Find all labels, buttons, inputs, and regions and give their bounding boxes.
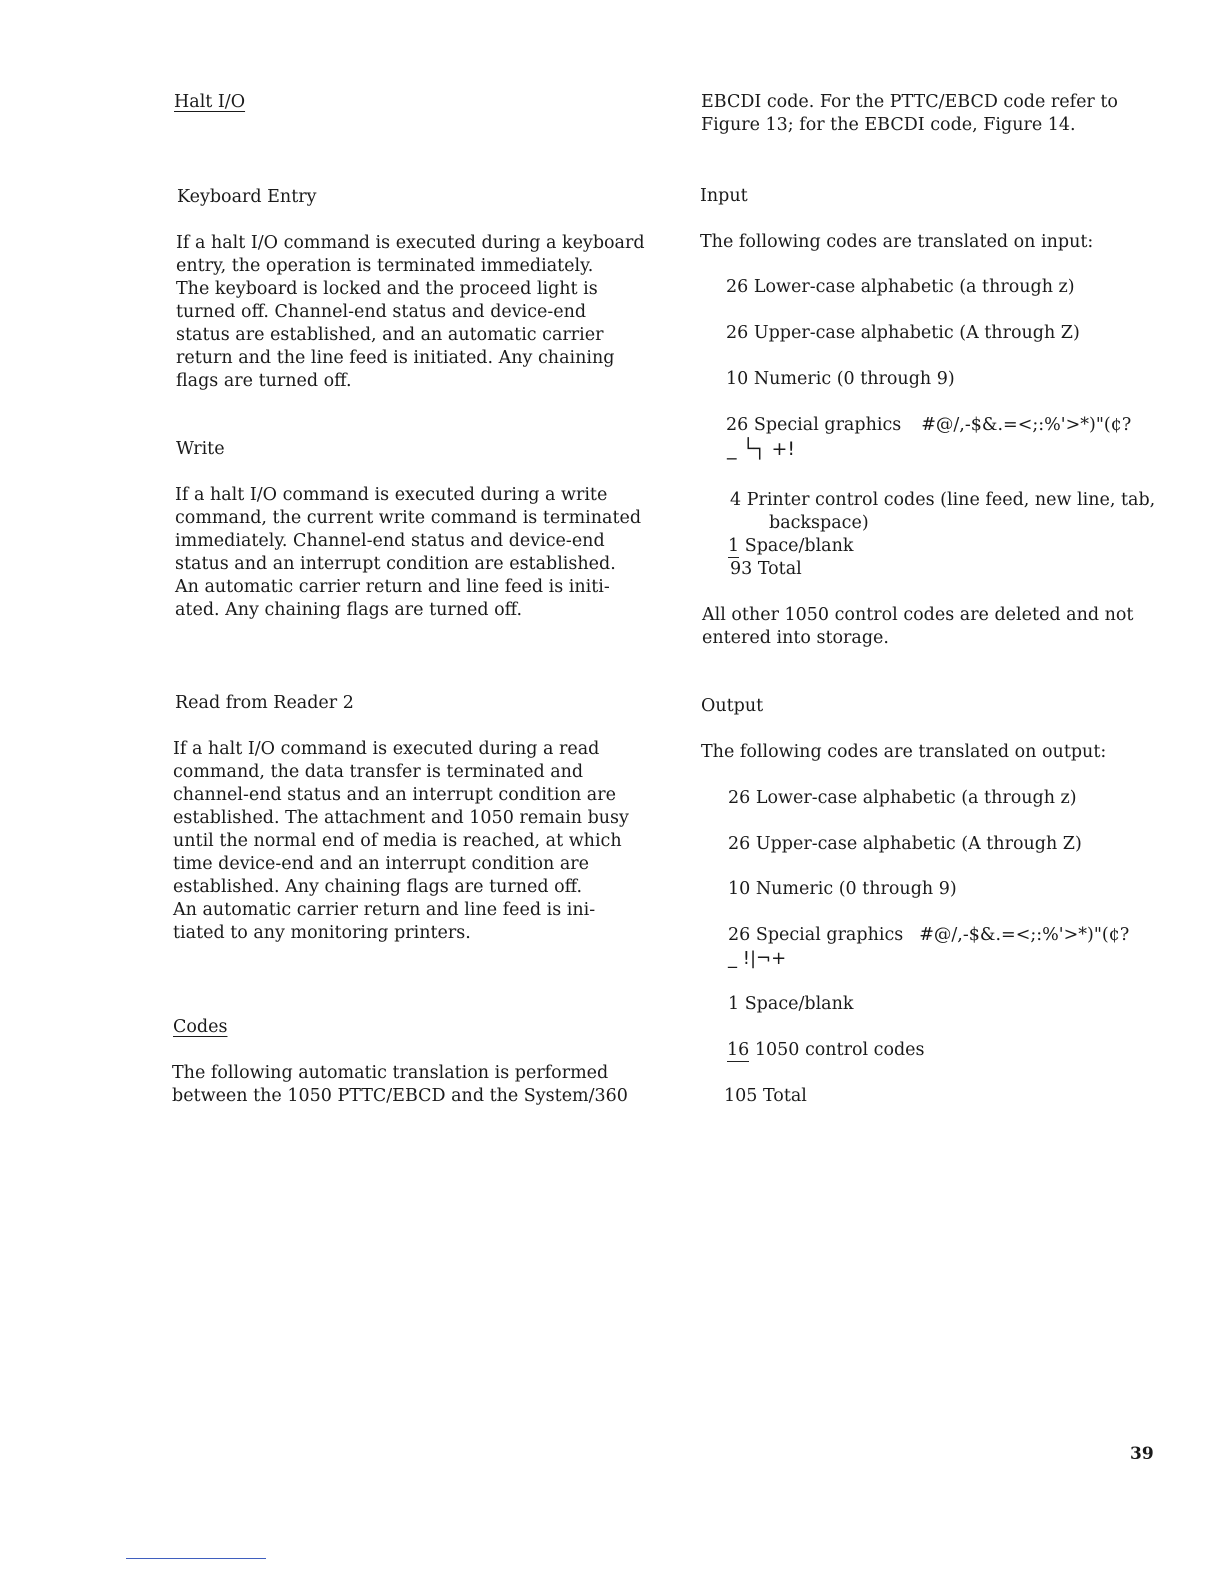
output-heading: Output xyxy=(701,696,764,716)
page-number: 39 xyxy=(1130,1444,1154,1464)
output-control-item: 16 1050 control codes xyxy=(727,1040,925,1060)
input-lowercase-item: 26 Lower-case alphabetic (a through z) xyxy=(726,277,1075,297)
input-printer-control-item: 4 Printer control codes (line feed, new line, tab, xyxy=(730,490,1156,510)
input-numeric-item: 10 Numeric (0 through 9) xyxy=(726,369,955,389)
read-reader-paragraph: If a halt I/O command is executed during a read command, the data transfer is terminated and channel-end status and an interrupt condition are established. The attachment and 1050 remain busy until the normal end of media is reached, at which time device-end and an interrupt condition are established. Any chaining flags are turned off. An automatic carrier return and line feed is ini- tiated to any monitoring printers. xyxy=(173,739,629,943)
output-intro: The following codes are translated on output: xyxy=(701,742,1107,762)
input-printer-control-continued: backspace) xyxy=(769,513,869,533)
output-space-item: 1 Space/blank xyxy=(728,994,854,1014)
footer-rule xyxy=(126,1558,266,1559)
output-numeric-item: 10 Numeric (0 through 9) xyxy=(728,879,957,899)
keyboard-entry-paragraph: If a halt I/O command is executed during a keyboard entry, the operation is terminated immediately. The keyboard is locked and the proceed light is turned off. Channel-end status and device-end status are established, and an automatic carrier return and the line feed is initiated. Any chaining flags are turned off. xyxy=(176,233,645,391)
input-intro: The following codes are translated on input: xyxy=(700,232,1094,252)
input-special-item: 26 Special graphics #@/,-$&.=<;:%'>*)"(¢? xyxy=(726,415,1132,435)
keyboard-entry-heading: Keyboard Entry xyxy=(177,187,317,207)
codes-paragraph: The following automatic translation is performed between the 1050 PTTC/EBCD and the System/360 xyxy=(172,1063,628,1106)
input-special-chars: #@/,-$&.=<;:%'>*)"(¢? xyxy=(921,415,1132,435)
write-paragraph: If a halt I/O command is executed during a write command, the current write command is terminated immediately. Channel-end status and device-end status and an interrupt condition are established. An automatic carrier return and line feed is initi- ated. Any chaining flags are turned off. xyxy=(175,485,642,620)
output-lowercase-item: 26 Lower-case alphabetic (a through z) xyxy=(728,788,1077,808)
output-special-item: 26 Special graphics #@/,-$&.=<;:%'>*)"(¢? xyxy=(728,925,1130,945)
output-special-chars: #@/,-$&.=<;:%'>*)"(¢? xyxy=(919,925,1130,945)
input-uppercase-item: 26 Upper-case alphabetic (A through Z) xyxy=(726,323,1080,343)
write-heading: Write xyxy=(176,439,225,459)
input-heading: Input xyxy=(700,186,748,206)
output-total: 105 Total xyxy=(724,1086,807,1106)
input-space-item: 1 Space/blank xyxy=(728,536,854,556)
read-reader-heading: Read from Reader 2 xyxy=(175,693,354,713)
halt-io-heading: Halt I/O xyxy=(174,92,246,112)
codes-heading: Codes xyxy=(173,1017,228,1037)
output-special-chars-line2: _ !|¬+ xyxy=(728,948,787,969)
input-special-chars-line2: _ └┐ +! xyxy=(727,438,795,460)
input-other-paragraph: All other 1050 control codes are deleted and not entered into storage. xyxy=(702,605,1134,648)
output-uppercase-item: 26 Upper-case alphabetic (A through Z) xyxy=(728,834,1082,854)
ebcdi-intro-paragraph: EBCDI code. For the PTTC/EBCD code refer to Figure 13; for the EBCDI code, Figure 14. xyxy=(701,92,1118,135)
input-total: 93 Total xyxy=(730,559,802,579)
